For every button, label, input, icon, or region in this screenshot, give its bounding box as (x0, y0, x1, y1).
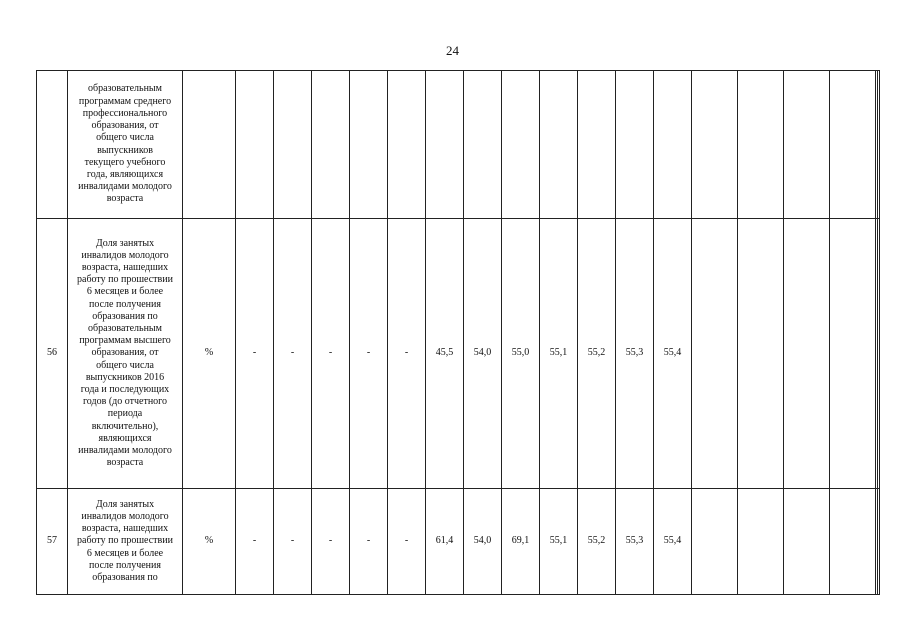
value-cell (738, 219, 784, 489)
value-cell (692, 71, 738, 219)
row-number (37, 71, 68, 219)
description-line: образовательным (88, 322, 162, 334)
value-cell (784, 489, 830, 595)
value-cell: 55,1 (540, 489, 578, 595)
description-line: инвалидов молодого (81, 249, 169, 261)
value-cell: 61,4 (426, 489, 464, 595)
description-line: Доля занятых (95, 498, 155, 510)
value-cell (274, 71, 312, 219)
value-cell: 55,2 (578, 489, 616, 595)
value-cell (738, 489, 784, 595)
table-row (37, 489, 880, 595)
value-cell (784, 219, 830, 489)
value-cell (654, 71, 692, 219)
value-cell: 54,0 (464, 219, 502, 489)
value-cell: - (388, 219, 426, 489)
description-line: образования по (92, 572, 158, 583)
value-cell: - (312, 219, 350, 489)
value-cell: 55,3 (616, 489, 654, 595)
value-cell: 55,4 (654, 489, 692, 595)
value-cell: 55,0 (502, 219, 540, 489)
value-cell: - (236, 489, 274, 595)
row-number: 56 (37, 219, 68, 489)
description-line: профессионального (82, 107, 168, 119)
value-cell: - (236, 219, 274, 489)
value-cell (784, 71, 830, 219)
value-cell: 55,1 (540, 219, 578, 489)
value-cell: 55,4 (654, 219, 692, 489)
description-line: 6 месяцев и более (86, 547, 164, 559)
description-line: образовательным (88, 83, 162, 95)
value-cell (312, 71, 350, 219)
description-line: включительно), (91, 420, 159, 432)
description-line: года и последующих (80, 384, 170, 395)
value-cell (830, 219, 876, 489)
value-cell (830, 489, 876, 595)
value-cell: 69,1 (502, 489, 540, 595)
value-cell (236, 71, 274, 219)
description-line: возраста (106, 457, 144, 469)
description-line: выпускников (97, 144, 153, 156)
value-cell (692, 219, 738, 489)
description-line: после получения (89, 298, 161, 310)
indicator-description (68, 219, 183, 489)
description-line: общего числа (96, 359, 154, 371)
description-line: периода (107, 408, 143, 420)
value-cell (350, 71, 388, 219)
description-line: возраста, нашедших (81, 523, 169, 535)
description-line: 6 месяцев и более (86, 286, 164, 298)
value-cell (578, 71, 616, 219)
value-cell: 45,5 (426, 219, 464, 489)
description-line: после получения (89, 559, 161, 571)
description-line: программам высшего (79, 335, 171, 347)
row-number: 57 (37, 489, 68, 595)
description-line: программам среднего (78, 95, 172, 107)
value-cell: 54,0 (464, 489, 502, 595)
value-cell (616, 71, 654, 219)
value-cell: - (274, 219, 312, 489)
page-number: 24 (446, 43, 459, 58)
unit-cell (183, 71, 236, 219)
indicator-description (68, 71, 183, 219)
description-line: образования, от (91, 120, 159, 132)
description-line: инвалидов молодого (81, 510, 169, 522)
value-cell (502, 71, 540, 219)
value-cell (878, 71, 880, 219)
value-cell (692, 489, 738, 595)
value-cell (878, 489, 880, 595)
value-cell (464, 71, 502, 219)
value-cell: 55,2 (578, 219, 616, 489)
value-cell: - (388, 489, 426, 595)
unit-cell: % (183, 219, 236, 489)
description-line: года, являющихся (86, 168, 164, 180)
indicator-description (68, 489, 183, 595)
value-cell (738, 71, 784, 219)
description-line: работу по прошествии (77, 535, 173, 547)
description-line: образования по (92, 310, 158, 322)
description-line: работу по прошествии (77, 274, 173, 286)
value-cell: - (274, 489, 312, 595)
table-row (37, 71, 880, 219)
description-line: выпускников 2016 (85, 371, 165, 383)
value-cell (830, 71, 876, 219)
unit-cell: % (183, 489, 236, 595)
description-line: возраста (106, 193, 144, 205)
value-cell (388, 71, 426, 219)
value-cell: - (350, 219, 388, 489)
indicators-table (36, 70, 880, 595)
value-cell: 55,3 (616, 219, 654, 489)
description-line: общего числа (96, 132, 154, 144)
description-line: текущего учебного (84, 156, 166, 168)
value-cell (426, 71, 464, 219)
description-line: Доля занятых (95, 237, 155, 249)
value-cell (878, 219, 880, 489)
value-cell: - (350, 489, 388, 595)
description-line: годов (до отчетного (82, 396, 168, 408)
table-row (37, 219, 880, 489)
value-cell (540, 71, 578, 219)
description-line: образования, от (91, 347, 159, 359)
description-line: возраста, нашедших (81, 261, 169, 273)
description-line: инвалидами молодого (78, 445, 172, 457)
value-cell: - (312, 489, 350, 595)
description-line: являющихся (98, 432, 152, 444)
description-line: инвалидами молодого (78, 181, 172, 193)
